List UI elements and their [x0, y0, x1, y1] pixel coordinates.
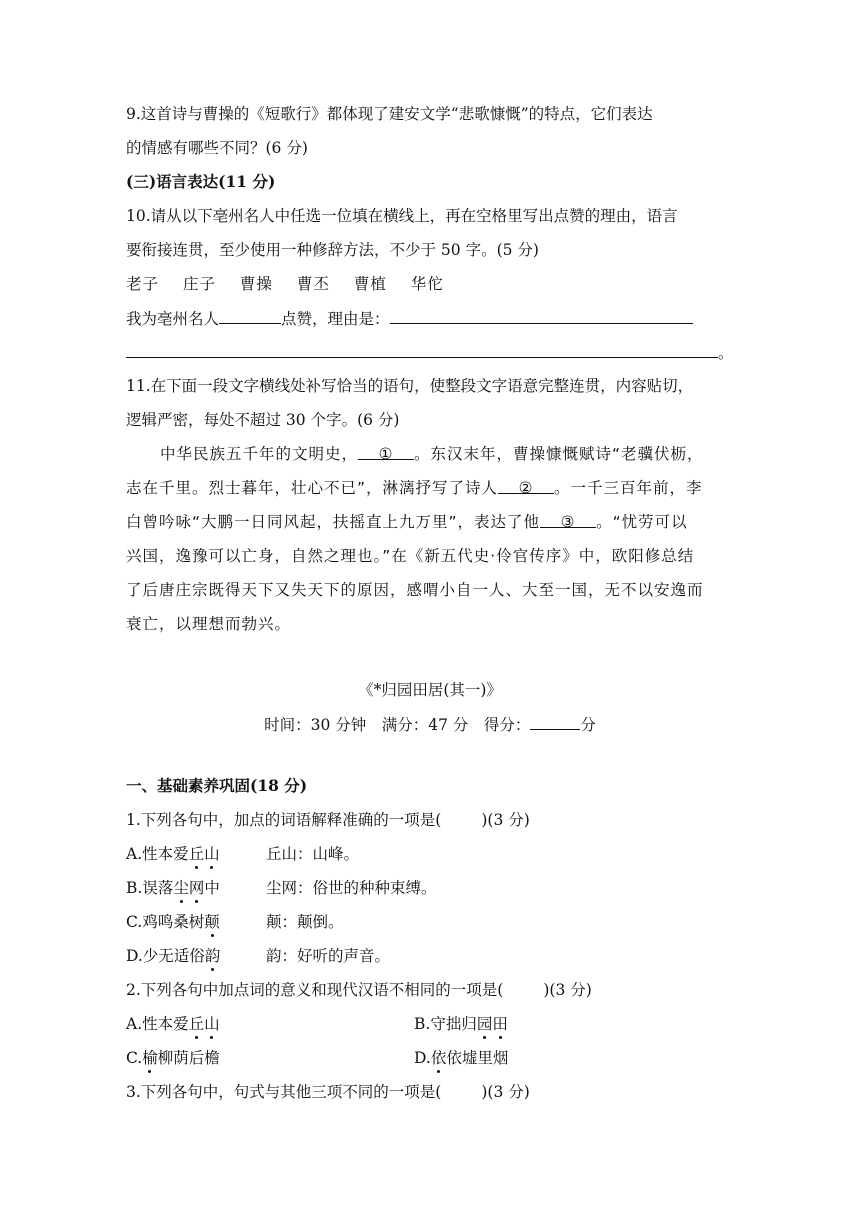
name-option: 曹丕 — [296, 275, 330, 293]
q2-stem: 2.下列各句中加点词的意义和现代汉语不相同的一项是( )(3 分) — [126, 981, 592, 999]
name-option: 老子 — [126, 275, 160, 293]
q10-line1: 10.请从以下亳州名人中任选一位填在横线上，再在空格里写出点赞的理由，语言 — [126, 207, 678, 225]
section-language-expression-title: (三)语言表达(11 分) — [126, 172, 276, 191]
q1-option-d: D.少无适俗韵 韵：好听的声音。 — [126, 947, 391, 965]
name-option: 华佗 — [410, 275, 444, 293]
q2-option-c: C.榆柳荫后檐 — [126, 1049, 220, 1067]
q2-option-a: A.性本爱丘山 — [126, 1015, 220, 1033]
q3-stem: 3.下列各句中，句式与其他三项不同的一项是( )(3 分) — [126, 1083, 530, 1101]
q11-passage-line5: 了后唐庄宗既得天下又失天下的原因，感喟小自一人、大至一国，无不以安逸而 — [126, 581, 704, 599]
score-blank[interactable] — [530, 714, 580, 730]
q11-passage-line3: 白曾吟咏“大鹏一日同风起，扶摇直上九万里”，表达了他 ③ 。“忧劳可以 — [126, 513, 688, 531]
q11-line2: 逻辑严密，每处不超过 30 个字。(6 分) — [126, 411, 400, 429]
q9-line1: 9.这首诗与曹操的《短歌行》都体现了建安文学“悲歌慷慨”的特点，它们表达 — [126, 105, 653, 123]
q11-line1: 11.在下面一段文字横线处补写恰当的语句，使整段文字语意完整连贯，内容贴切， — [126, 377, 694, 395]
q2-option-b: B.守拙归园田 — [414, 1015, 508, 1033]
lesson-meta: 时间：30 分钟 满分：47 分 得分： 分 — [264, 716, 596, 734]
reason-blank-1[interactable] — [390, 308, 693, 324]
answer-blank-2[interactable]: ② — [498, 478, 554, 494]
answer-blank-3[interactable]: ③ — [540, 512, 596, 528]
answer-blank-1[interactable]: ① — [358, 444, 414, 460]
q2-options-ab — [126, 1014, 508, 1034]
reason-blank-2[interactable] — [126, 342, 718, 358]
q11-passage-line4: 兴国，逸豫可以亡身，自然之理也。”在《新五代史·伶官传序》中，欧阳修总结 — [126, 547, 695, 565]
q1-option-c: C.鸡鸣桑树颠 颠：颠倒。 — [126, 913, 344, 931]
name-option: 庄子 — [182, 275, 216, 293]
q1-option-b: B.误落尘网中 尘网：俗世的种种束缚。 — [126, 879, 437, 897]
q1-stem: 1.下列各句中，加点的词语解释准确的一项是( )(3 分) — [126, 811, 530, 829]
q11-passage-line1: 中华民族五千年的文明史， ① 。东汉末年，曹操慷慨赋诗“老骥伏枥， — [160, 445, 704, 463]
q9-line2: 的情感有哪些不同？(6 分) — [126, 139, 308, 157]
lesson-title: 《*归园田居(其一)》 — [358, 681, 502, 699]
q10-fill-line2: 。 — [126, 342, 734, 363]
q2-option-d: D.依依墟里烟 — [414, 1049, 509, 1067]
name-option: 曹植 — [353, 275, 387, 293]
q2-options-cd — [126, 1048, 508, 1068]
q11-passage-line6: 衰亡，以理想而勃兴。 — [126, 615, 292, 633]
q1-option-a: A.性本爱丘山 丘山：山峰。 — [126, 845, 360, 863]
name-option: 曹操 — [239, 275, 273, 293]
q11-passage-line2: 志在千里。烈士暮年，壮心不已”，淋漓抒写了诗人 ② 。一千三百年前，李 — [126, 479, 703, 497]
q10-name-list — [126, 274, 444, 294]
q10-line2: 要衔接连贯，至少使用一种修辞方法，不少于 50 字。(5 分) — [126, 241, 539, 259]
name-blank[interactable] — [219, 308, 281, 324]
q10-fill-line: 我为亳州名人 点赞，理由是： — [126, 308, 693, 329]
section-basic-title: 一、基础素养巩固(18 分) — [126, 776, 308, 795]
